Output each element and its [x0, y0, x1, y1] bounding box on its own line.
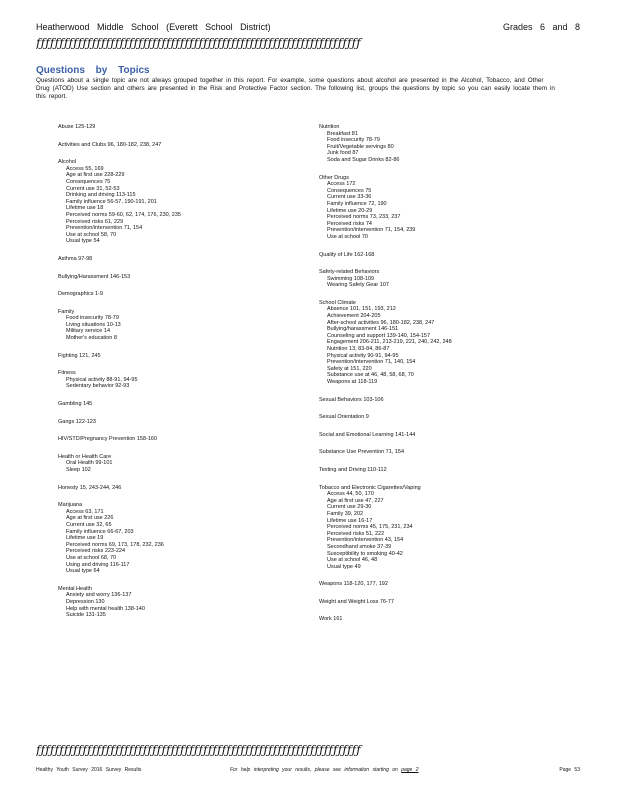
topic-entry — [58, 291, 318, 298]
subtopic-item: Family influence 56-57, 190-191, 201 — [66, 198, 157, 205]
topic-heading: Work 161 — [319, 616, 343, 623]
subtopic-item: Perceived norms 69, 173, 178, 232, 236 — [66, 541, 164, 548]
subtopic-item: Prevention/intervention 71, 154 — [66, 225, 143, 232]
topic-heading: Marijuana — [58, 502, 83, 509]
topic-entry — [58, 485, 318, 492]
subtopic-item: Substance use at 46, 48, 58, 68, 70 — [327, 372, 414, 379]
topic-entry — [319, 616, 579, 623]
topic-heading: School Climate — [319, 299, 356, 306]
topic-heading: Bullying/Harassment 146-153 — [58, 273, 131, 280]
subtopic-item: Physical activity 90-91, 94-95 — [327, 352, 399, 359]
subtopic-item: Physical activity 88-91, 94-95 — [66, 376, 138, 383]
topic-entry — [319, 397, 579, 404]
grades-label: Grades 6 and 8 — [502, 22, 580, 32]
topic-entry — [58, 124, 318, 131]
topic-entry — [319, 414, 579, 421]
subtopic-item: Prevention/intervention 43, 154 — [327, 537, 404, 544]
subtopic-item: Perceived risks 74 — [327, 220, 372, 227]
page-number: Page 53 — [559, 767, 580, 773]
topic-entry — [58, 309, 318, 342]
subtopic-item: Perceived norms 45, 175, 231, 234 — [327, 524, 413, 531]
subtopic-item: Family influence 66-67, 203 — [66, 528, 134, 535]
topic-heading: Gangs 122-123 — [58, 418, 96, 425]
subtopic-item: Achievement 204-205 — [327, 313, 381, 320]
topic-heading: Quality of Life 162-168 — [319, 251, 375, 258]
subtopic-item: Age at first use 228-229 — [66, 172, 125, 179]
subtopic-item: Depression 130 — [66, 598, 105, 605]
topic-heading: Mental Health — [58, 585, 92, 592]
topic-entry — [58, 502, 318, 575]
subtopic-item: Access 55, 169 — [66, 165, 104, 172]
subtopic-item: Use at school 70 — [327, 233, 368, 240]
topic-heading: Fighting 121, 245 — [58, 352, 101, 359]
subtopic-item: Living situations 10-13 — [66, 321, 121, 328]
subtopic-item: Breakfast 81 — [327, 130, 358, 137]
topic-entry — [319, 432, 579, 439]
topic-entry — [58, 419, 318, 426]
topic-entry — [319, 252, 579, 259]
topic-entry — [58, 142, 318, 149]
subtopic-item: Drinking and driving 113-115 — [66, 192, 136, 199]
topic-entry — [58, 353, 318, 360]
topic-entry — [319, 449, 579, 456]
subtopic-item: Age at first use 47, 227 — [327, 497, 384, 504]
subtopic-item: Perceived norms 59-60, 62, 174, 176, 230, 235 — [66, 211, 181, 218]
topic-entry — [319, 300, 579, 386]
subtopic-item: Engagement 206-211, 213-219, 221, 240, 242, 248 — [327, 339, 452, 346]
topic-heading: Abuse 125-129 — [58, 124, 96, 130]
subtopic-item: Use at school 58, 70 — [66, 231, 117, 238]
decorative-rule-bottom: ƒƒƒƒƒƒƒƒƒƒƒƒƒƒƒƒƒƒƒƒƒƒƒƒƒƒƒƒƒƒƒƒƒƒƒƒƒƒƒƒƒƒƒƒƒƒƒƒƒƒƒƒƒƒƒƒƒƒƒƒƒƒƒƒƒƒƒƒƒƒ — [36, 744, 361, 756]
subtopic-item: Lifetime use 18 — [66, 205, 104, 212]
subtopic-item: Perceived risks 61, 229 — [66, 218, 124, 225]
topic-heading: Alcohol — [58, 159, 77, 166]
subtopic-item: Current use 32, 65 — [66, 521, 112, 528]
subtopic-item: Lifetime use 20-29 — [327, 207, 373, 214]
topic-entry — [58, 401, 318, 408]
subtopic-item: Wearing Safety Gear 107 — [327, 282, 389, 289]
subtopic-item: Suicide 131-135 — [66, 612, 106, 619]
topic-heading: Social and Emotional Learning 141-144 — [319, 431, 416, 438]
topic-heading: Other Drugs — [319, 174, 349, 181]
topic-heading: Nutrition — [319, 124, 340, 130]
subtopic-item: Usual type 64 — [66, 568, 100, 575]
subtopic-item: Mother's education 8 — [66, 335, 117, 342]
decorative-rule-top: ƒƒƒƒƒƒƒƒƒƒƒƒƒƒƒƒƒƒƒƒƒƒƒƒƒƒƒƒƒƒƒƒƒƒƒƒƒƒƒƒƒƒƒƒƒƒƒƒƒƒƒƒƒƒƒƒƒƒƒƒƒƒƒƒƒƒƒƒƒƒ — [36, 37, 361, 49]
topic-heading: Family — [58, 308, 75, 315]
subtopic-item: Anxiety and worry 136-137 — [66, 592, 132, 599]
topic-entry — [319, 581, 579, 588]
subtopic-item: Food insecurity 78-79 — [327, 137, 380, 144]
topic-entry — [319, 599, 579, 606]
topic-heading: Sexual Orientation 9 — [319, 414, 369, 421]
topic-heading: Weight and Weight Loss 76-77 — [319, 598, 395, 605]
footer-help-text: For help interpreting your results, please see information starting on — [230, 767, 398, 773]
subtopic-item: Bullying/harassment 146-151 — [327, 326, 399, 333]
subtopic-item: Oral Health 99-101 — [66, 460, 113, 467]
subtopic-item: Perceived risks 51, 222 — [327, 530, 385, 537]
topic-entry — [319, 467, 579, 474]
topic-entry — [58, 436, 318, 443]
topic-heading: Tobacco and Electronic Cigarettes/Vaping — [319, 484, 421, 491]
subtopic-item: Absence 101, 151, 193, 212 — [327, 306, 396, 313]
subtopic-item: Lifetime use 19 — [66, 535, 104, 542]
subtopic-item: Nutrition 13, 83-84, 86-87 — [327, 346, 390, 353]
section-intro: Questions about a single topic are not always grouped together in this report. For example, some questions about alcohol are presented in the Alcohol, Tobacco, and Other Drug (ATOD) Use section and others are presented in the Risk and Protective Factor section. The following list, groups the questions by topic so you can easily locate them in this report. — [36, 77, 555, 100]
subtopic-item: Prevention/intervention 71, 140, 154 — [327, 359, 416, 366]
subtopic-item: Sleep 102 — [66, 467, 91, 473]
subtopic-item: Safety at 151, 220 — [327, 365, 372, 372]
footer-help-note — [230, 767, 419, 773]
subtopic-item: Current use 29-30 — [327, 504, 372, 511]
subtopic-item: Perceived risks 223-224 — [66, 548, 126, 555]
topic-heading: Weapons 118-120, 177, 192 — [319, 581, 388, 588]
subtopic-item: Weapons at 118-119 — [327, 379, 378, 385]
subtopic-item: Consequences 75 — [327, 187, 372, 194]
subtopic-item: Sedentary behavior 92-93 — [66, 383, 130, 390]
section-title: Questions by Topics — [36, 65, 150, 76]
topic-heading: Demographics 1-9 — [58, 291, 103, 298]
subtopic-item: Swimming 108-109 — [327, 275, 375, 282]
subtopic-item: Susceptibility to smoking 40-42 — [327, 550, 403, 557]
subtopic-item: Access 44, 50, 170 — [327, 491, 374, 498]
topic-entry — [58, 586, 318, 619]
topic-entry — [58, 274, 318, 281]
subtopic-item: Access 63, 171 — [66, 508, 104, 515]
subtopic-item: Food insecurity 78-79 — [66, 315, 119, 322]
subtopic-item: Age at first use 226 — [66, 515, 114, 522]
school-name: Heatherwood Middle School (Everett School District) — [36, 22, 271, 32]
topic-heading: HIV/STD/Pregnancy Prevention 158-160 — [58, 436, 158, 443]
topic-entry — [58, 454, 318, 474]
topics-right-column — [319, 124, 579, 634]
topic-entry — [319, 124, 579, 164]
subtopic-item: Usual type 54 — [66, 238, 100, 245]
subtopic-item: Consequences 75 — [66, 178, 111, 185]
topic-heading: Fitness — [58, 370, 76, 377]
topic-heading: Substance Use Prevention 71, 154 — [319, 449, 405, 456]
subtopic-item: Family 39, 202 — [327, 510, 364, 517]
topic-entry — [319, 485, 579, 571]
subtopic-item: Usual type 49 — [327, 563, 361, 570]
topic-entry — [319, 269, 579, 289]
subtopic-item: Perceived norms 73, 233, 237 — [327, 214, 401, 221]
subtopic-item: Use at school 68, 70 — [66, 554, 117, 561]
footer-survey-title: Healthy Youth Survey 2016 Survey Results — [36, 767, 142, 773]
subtopic-item: After-school activities 96, 180-182, 238, 247 — [327, 319, 435, 326]
subtopic-item: Counseling and support 139-140, 154-157 — [327, 332, 431, 339]
topic-heading: Safety-related Behaviors — [319, 269, 380, 276]
subtopic-item: Lifetime use 16-17 — [327, 517, 373, 524]
subtopic-item: Military service 14 — [66, 328, 111, 335]
subtopic-item: Access 172 — [327, 181, 356, 188]
subtopic-item: Fruit/Vegetable servings 80 — [327, 143, 394, 150]
subtopic-item: Current use 33-36 — [327, 194, 372, 201]
subtopic-item: Family influence 72, 190 — [327, 200, 387, 207]
subtopic-item: Use at school 46, 48 — [327, 557, 378, 564]
topic-heading: Gambling 145 — [58, 401, 93, 408]
topic-entry — [319, 175, 579, 241]
subtopic-item: Using and driving 116-117 — [66, 561, 130, 568]
subtopic-item: Soda and Sugar Drinks 82-86 — [327, 156, 400, 163]
topic-heading: Asthma 97-98 — [58, 255, 93, 262]
topic-heading: Sexual Behaviors 103-106 — [319, 396, 384, 403]
topic-heading: Health or Health Care — [58, 453, 112, 460]
topics-left-column — [58, 124, 318, 630]
subtopic-item: Secondhand smoke 37-39 — [327, 543, 392, 550]
page-2-link[interactable]: page 2 — [401, 767, 419, 773]
subtopic-item: Current use 31, 52-53 — [66, 185, 120, 192]
topic-heading: Honesty 15, 243-244, 246 — [58, 484, 122, 491]
topic-entry — [58, 256, 318, 263]
topic-entry — [58, 159, 318, 245]
subtopic-item: Prevention/intervention 71, 154, 239 — [327, 227, 416, 234]
subtopic-item: Help with mental health 138-140 — [66, 605, 145, 612]
topic-heading: Texting and Driving 110-112 — [319, 466, 387, 473]
subtopic-item: Junk food 87 — [327, 150, 359, 157]
topic-entry — [58, 370, 318, 390]
topic-heading: Activities and Clubs 96, 180-182, 238, 247 — [58, 141, 162, 148]
